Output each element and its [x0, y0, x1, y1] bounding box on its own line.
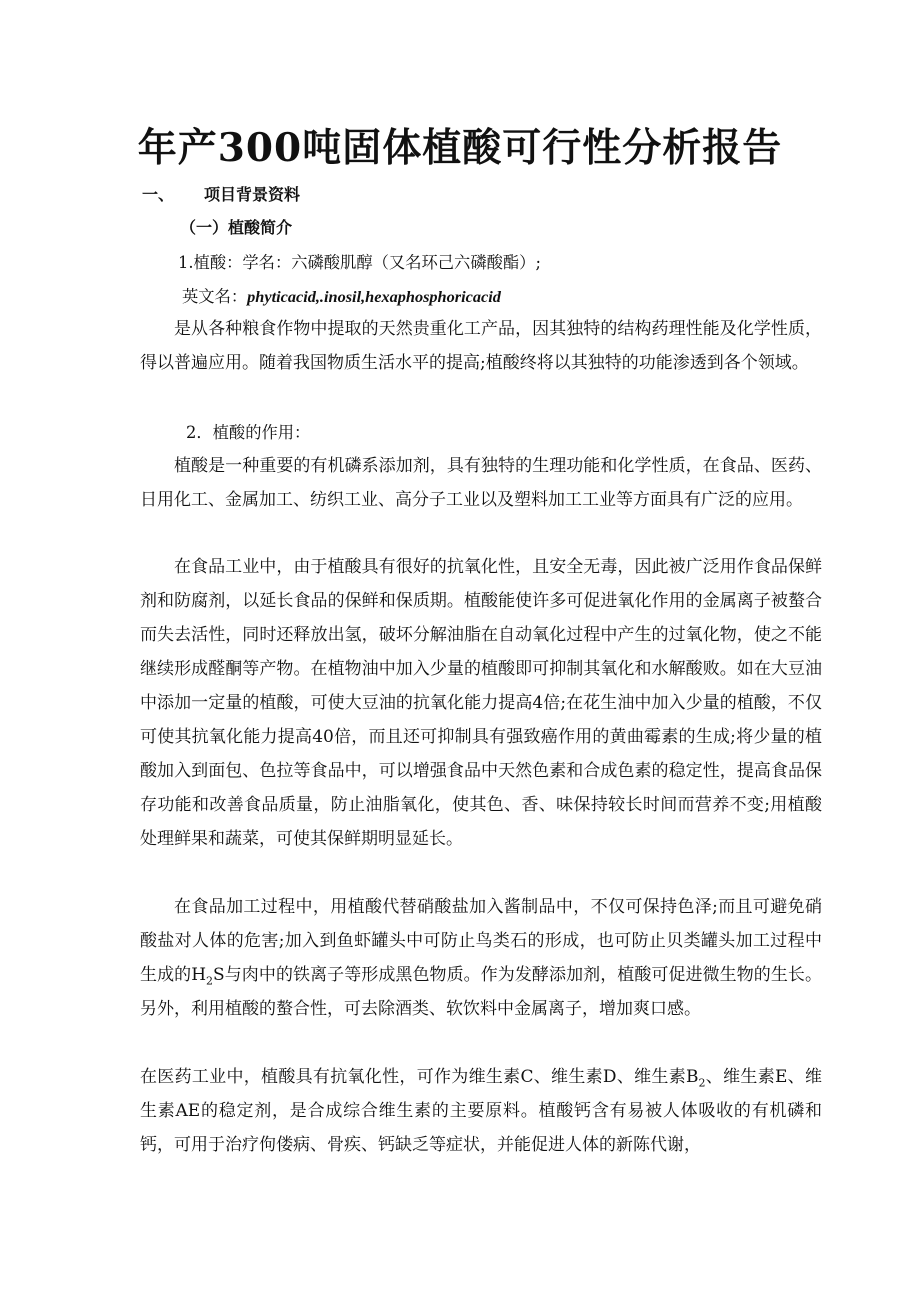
- section-heading: [142, 182, 300, 208]
- subsection-heading: （一）植酸简介: [180, 218, 293, 237]
- paragraph-intro: 是从各种粮食作物中提取的天然贵重化工产品，因其独特的结构药理性能及化学性质，得以普遍应用。随着我国物质生活水平的提高;植酸终将以其独特的功能渗透到各个领域。: [140, 319, 822, 373]
- paragraph-food-industry: 在食品工业中，由于植酸具有很好的抗氧化性，且安全无毒，因此被广泛用作食品保鲜剂和防腐剂，以延长食品的保鲜和保质期。植酸能使许多可促进氧化作用的金属离子被螯合而失去活性，同时还释放出氢，破坏分解油脂在自动氧化过程中产生的过氧化物，使之不能继续形成醛酮等产物。在植物油中加入少量的植酸即可抑制其氧化和水解酸败。如在大豆油中添加一定量的植酸，可使大豆油的抗氧化能力提高4倍;在花生油中加入少量的植酸，不仅可使其抗氧化能力提高40倍，而且还可抑制具有强致癌作用的黄曲霉素的生成;将少量的植酸加入到面包、色拉等食品中，可以增强食品中天然色素和合成色素的稳定性，提高食品保存功能和改善食品质量，防止油脂氧化，使其色、香、味保持较长时间而营养不变;用植酸处理鲜果和蔬菜，可使其保鲜期明显延长。: [140, 557, 822, 849]
- document-title: 年产300吨固体植酸可行性分析报告: [137, 125, 783, 171]
- english-name-label: 英文名：: [182, 287, 248, 306]
- item-2-line: 2．植酸的作用：: [186, 423, 311, 442]
- section-number: 一、: [142, 185, 175, 204]
- paragraph-text: 在医药工业中，植酸具有抗氧化性，可作为维生素C、维生素D、维生素B: [140, 1067, 699, 1087]
- paragraph-text: 、维生素E、维生素AE的稳定剂，是合成综合维生素的主要原料。植酸钙含有易被人体吸收的有机磷和钙，可用于治疗佝偻病、骨疾、钙缺乏等症状，并能促进人体的新陈代谢，: [140, 1067, 822, 1155]
- english-name-line: [182, 284, 501, 310]
- subscript: 2: [698, 1076, 706, 1090]
- english-name-value: phyticacid,.inosil,hexaphosphoricacid: [247, 287, 501, 306]
- item-1-line: 1.植酸：学名：六磷酸肌醇（又名环己六磷酸酯）;: [178, 253, 541, 272]
- paragraph-text: 在食品加工过程中，用植酸代替硝酸盐加入酱制品中，不仅可保持色泽;而且可避免硝酸盐对人体的危害;加入到鱼虾罐头中可防止鸟类石的形成，也可防止贝类罐头加工过程中生成的H: [140, 897, 822, 985]
- subscript: 2: [206, 974, 214, 988]
- paragraph-uses: 植酸是一种重要的有机磷系添加剂，具有独特的生理功能和化学性质，在食品、医药、日用化工、金属加工、纺织工业、高分子工业以及塑料加工工业等方面具有广泛的应用。: [140, 456, 822, 510]
- paragraph-food-processing: [140, 890, 822, 1026]
- paragraph-text: S与肉中的铁离子等形成黑色物质。作为发酵添加剂，植酸可促进微生物的生长。另外，利用植酸的螯合性，可去除酒类、软饮料中金属离子，增加爽口感。: [140, 965, 822, 1019]
- paragraph-medicine: [140, 1060, 822, 1162]
- section-title: 项目背景资料: [204, 185, 301, 204]
